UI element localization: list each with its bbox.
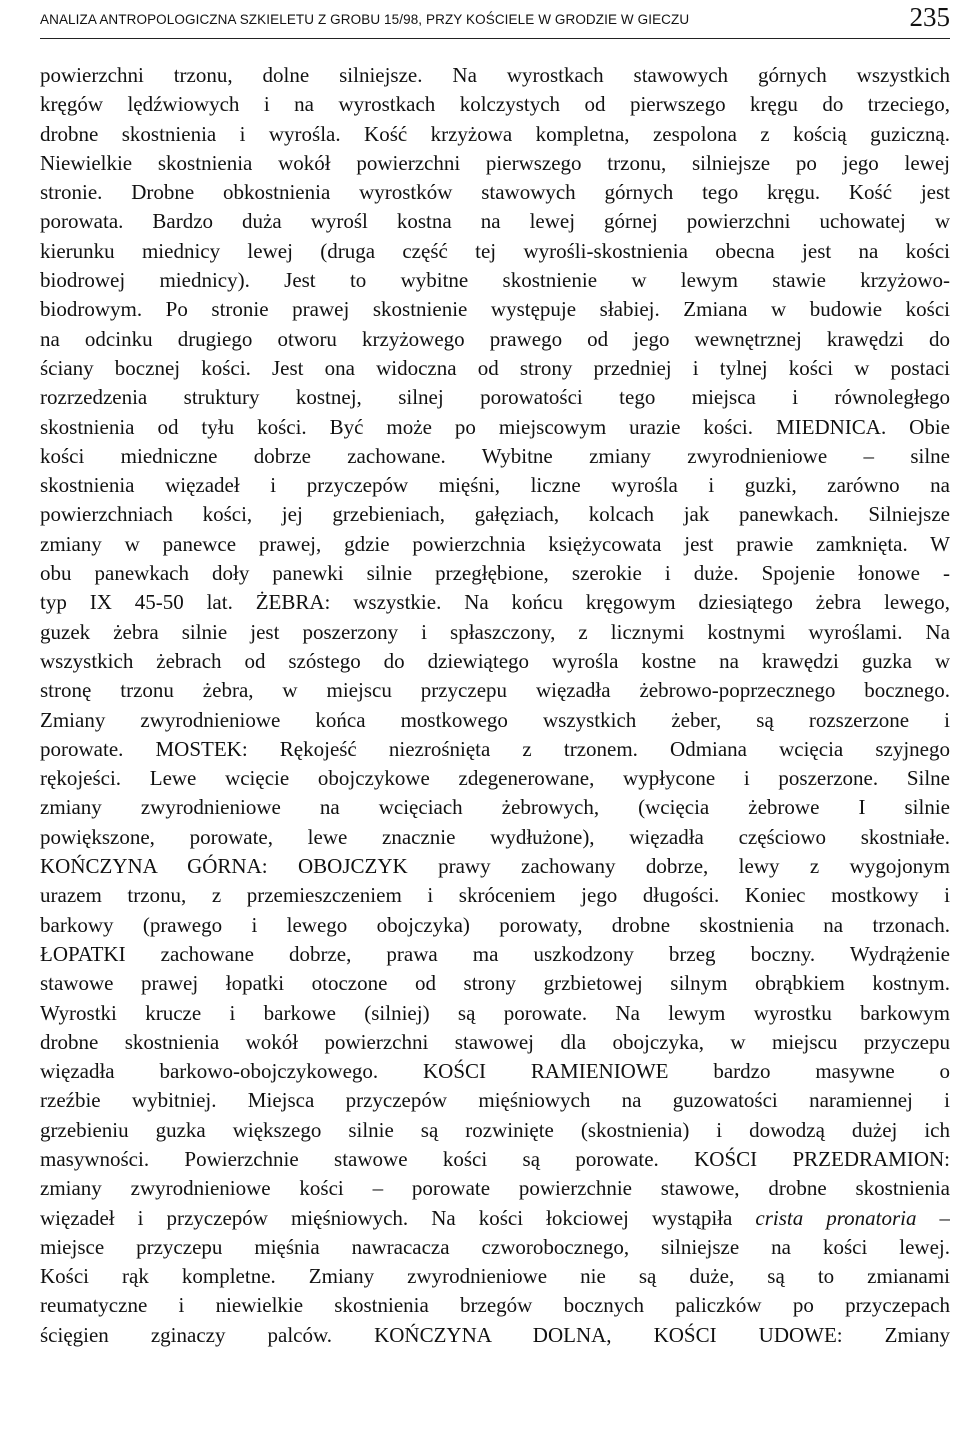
text-line xyxy=(40,1086,950,1115)
text-line xyxy=(40,61,950,90)
text-segment: więzadeł i przyczepów mięśniowych. Na kości łokciowej wystąpiła xyxy=(40,1205,756,1230)
text-segment: stawowe prawej łopatki otoczone od strony grzbietowej silnym obrąbkiem kostnym. xyxy=(40,971,950,996)
text-segment: rękojeści. Lewe wcięcie obojczykowe zdegenerowane, wypłycone i poszerzone. Silne xyxy=(40,766,950,791)
text-line xyxy=(40,530,950,559)
text-line xyxy=(40,500,950,529)
text-line xyxy=(40,793,950,822)
text-segment: powierzchni trzonu, dolne silniejsze. Na wyrostkach stawowych górnych wszystkich xyxy=(40,63,950,87)
text-line xyxy=(40,852,950,881)
text-segment: guzek żebra silnie jest poszerzony i spłaszczony, z licznymi kostnymi wyroślami. Na xyxy=(40,619,950,644)
text-segment: powierzchniach kości, jej grzebieniach, gałęziach, kolcach jak panewkach. Silniejsze xyxy=(40,502,950,527)
text-segment: wszystkich żebrach od szóstego do dziewiątego wyrośla kostne na krawędzi guzka w xyxy=(40,648,950,673)
text-segment: porowata. Bardzo duża wyrośl kostna na lewej górnej powierzchni uchowatej w xyxy=(40,209,950,234)
text-line xyxy=(40,1233,950,1262)
text-segment: urazem trzonu, z przemieszczeniem i skróceniem jego długości. Koniec mostkowy i xyxy=(40,883,950,908)
text-line xyxy=(40,1116,950,1145)
text-segment: drobne skostnienia wokół powierzchni stawowej dla obojczyka, w miejscu przyczepu xyxy=(40,1029,950,1054)
text-segment: obu panewkach doły panewki silnie przegłębione, szerokie i duże. Spojenie łonowe - xyxy=(40,561,950,586)
text-segment: ŁOPATKI zachowane dobrze, prawa ma uszkodzony brzeg boczny. Wydrążenie xyxy=(40,941,950,966)
text-segment: Wyrostki krucze i barkowe (silniej) są porowate. Na lewym wyrostku barkowym xyxy=(40,1000,950,1025)
text-line xyxy=(40,442,950,471)
text-segment: masywności. Powierzchnie stawowe kości są porowate. KOŚCI PRZEDRAMION: xyxy=(40,1146,950,1171)
text-segment: powiększone, porowate, lewe znacznie wydłużone), więzadła częściowo skostniałe. xyxy=(40,824,950,849)
text-line xyxy=(40,969,950,998)
text-line xyxy=(40,559,950,588)
text-line xyxy=(40,647,950,676)
text-line xyxy=(40,706,950,735)
text-segment: Kości rąk kompletne. Zmiany zwyrodnieniowe nie są duże, są to zmianami xyxy=(40,1264,950,1289)
text-segment: porowate. MOSTEK: Rękojeść niezrośnięta z trzonem. Odmiana wcięcia szyjnego xyxy=(40,736,950,761)
text-segment: stronie. Drobne obkostnienia wyrostków stawowych górnych tego kręgu. Kość jest xyxy=(40,180,950,205)
text-segment: rzeźbie wybitniej. Miejsca przyczepów mięśniowych na guzowatości naramiennej i xyxy=(40,1088,950,1113)
text-segment: na odcinku drugiego otworu krzyżowego prawego od jego wewnętrznej krawędzi do xyxy=(40,326,950,351)
text-line xyxy=(40,1262,950,1291)
text-segment: ścięgien zginaczy palców. KOŃCZYNA DOLNA, KOŚCI UDOWE: Zmiany xyxy=(40,1322,950,1347)
text-line xyxy=(40,120,950,149)
text-line xyxy=(40,178,950,207)
text-segment: grzebieniu guzka większego silnie są rozwinięte (skostnienia) i dowodzą dużej ich xyxy=(40,1117,950,1142)
text-segment: skostnienia od tyłu kości. Być może po miejscowym urazie kości. MIEDNICA. Obie xyxy=(40,414,950,439)
text-line xyxy=(40,676,950,705)
text-segment: Zmiany zwyrodnieniowe końca mostkowego wszystkich żeber, są rozszerzone i xyxy=(40,707,950,732)
text-segment: więzadła barkowo-obojczykowego. KOŚCI RAMIENIOWE bardzo masywne o xyxy=(40,1059,950,1084)
text-segment: typ IX 45-50 lat. ŻEBRA: wszystkie. Na końcu kręgowym dziesiątego żebra lewego, xyxy=(40,590,950,615)
text-segment: rozrzedzenia struktury kostnej, silnej porowatości tego miejsca i równoległego xyxy=(40,385,950,410)
text-line xyxy=(40,237,950,266)
text-line xyxy=(40,764,950,793)
text-line xyxy=(40,90,950,119)
text-line xyxy=(40,999,950,1028)
text-segment: zmiany zwyrodnieniowe kości – porowate powierzchnie stawowe, drobne skostnienia xyxy=(40,1176,950,1201)
text-line xyxy=(40,618,950,647)
text-line xyxy=(40,735,950,764)
text-segment: biodrowej miednicy). Jest to wybitne skostnienie w lewym stawie krzyżowo- xyxy=(40,268,950,293)
text-segment: kręgów lędźwiowych i na wyrostkach kolczystych od pierwszego kręgu do trzeciego, xyxy=(40,92,950,117)
text-segment: stronę trzonu żebra, w miejscu przyczepu więzadła żebrowo-poprzecznego bocznego. xyxy=(40,678,950,703)
text-segment: zmiany zwyrodnieniowe na wcięciach żebrowych, (wcięcia żebrowe I silnie xyxy=(40,795,950,820)
text-line xyxy=(40,207,950,236)
text-line xyxy=(40,1145,950,1174)
text-segment: skostnienia więzadeł i przyczepów mięśni, liczne wyrośla i guzki, zarówno na xyxy=(40,473,950,498)
text-line xyxy=(40,588,950,617)
text-segment: drobne skostnienia i wyrośla. Kość krzyżowa kompletna, zespolona z kością guziczną. xyxy=(40,121,950,146)
page-number: 235 xyxy=(909,2,950,32)
text-segment: KOŃCZYNA GÓRNA: OBOJCZYK prawy zachowany dobrze, lewy z wygojonym xyxy=(40,854,950,879)
text-segment: barkowy (prawego i lewego obojczyka) porowaty, drobne skostnienia na trzonach. xyxy=(40,912,950,937)
text-segment: zmiany w panewce prawej, gdzie powierzchnia księżycowata jest prawie zamknięta. W xyxy=(40,531,950,556)
text-line xyxy=(40,911,950,940)
text-line xyxy=(40,1321,950,1350)
text-line xyxy=(40,413,950,442)
text-segment: kierunku miednicy lewej (druga część tej wyrośli-skostnienia obecna jest na kości xyxy=(40,238,950,263)
text-line xyxy=(40,354,950,383)
text-line xyxy=(40,149,950,178)
text-line xyxy=(40,266,950,295)
text-line xyxy=(40,1174,950,1203)
text-segment: ściany bocznej kości. Jest ona widoczna od strony przedniej i tylnej kości w postaci xyxy=(40,355,950,380)
running-header xyxy=(40,0,950,39)
text-line xyxy=(40,1204,950,1233)
running-title: ANALIZA ANTROPOLOGICZNA SZKIELETU Z GROBU 15/98, PRZY KOŚCIELE W GRODZIE W GIECZU xyxy=(40,12,690,27)
text-segment: biodrowym. Po stronie prawej skostnienie występuje słabiej. Zmiana w budowie kości xyxy=(40,297,950,322)
text-line xyxy=(40,295,950,324)
text-line xyxy=(40,940,950,969)
document-page xyxy=(40,0,950,1350)
text-line xyxy=(40,881,950,910)
text-line xyxy=(40,471,950,500)
text-line xyxy=(40,325,950,354)
text-line xyxy=(40,1291,950,1320)
text-segment: reumatyczne i niewielkie skostnienia brzegów bocznych paliczków po przyczepach xyxy=(40,1293,950,1318)
text-line xyxy=(40,823,950,852)
text-line xyxy=(40,1057,950,1086)
text-segment: – xyxy=(916,1205,950,1230)
text-segment: Niewielkie skostnienia wokół powierzchni pierwszego trzonu, silniejsze po jego lewej xyxy=(40,150,950,175)
text-line xyxy=(40,383,950,412)
text-line xyxy=(40,1028,950,1057)
body-paragraph xyxy=(40,61,950,1350)
text-segment: kości miedniczne dobrze zachowane. Wybitne zmiany zwyrodnieniowe – silne xyxy=(40,443,950,468)
text-segment: miejsce przyczepu mięśnia nawracacza czworobocznego, silniejsze na kości lewej. xyxy=(40,1234,950,1259)
italic-term: crista pronatoria xyxy=(755,1205,917,1230)
